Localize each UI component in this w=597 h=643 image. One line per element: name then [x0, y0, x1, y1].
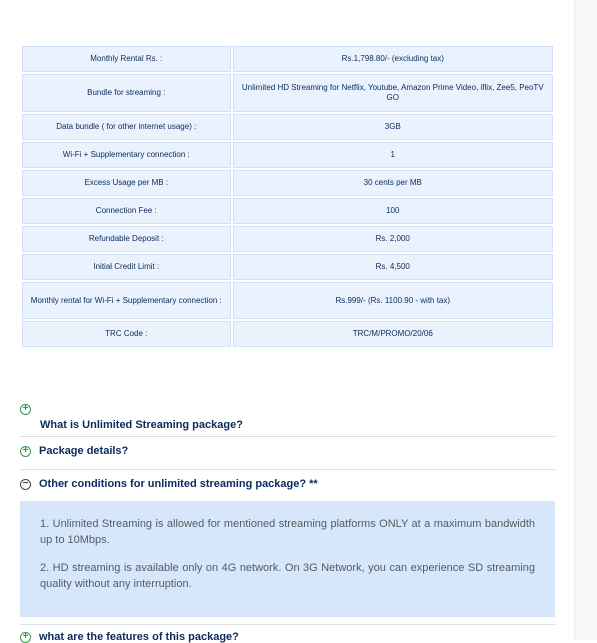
- page-right-edge: [574, 0, 597, 640]
- plus-circle-icon[interactable]: +: [20, 404, 31, 415]
- row-value: Rs.999/- (Rs. 1100.90 - with tax): [233, 282, 553, 319]
- row-label: Excess Usage per MB :: [22, 170, 231, 196]
- divider: [20, 624, 555, 625]
- row-label: Bundle for streaming :: [22, 74, 231, 112]
- accordion-title[interactable]: What is Unlimited Streaming package?: [40, 419, 243, 431]
- row-label: Connection Fee :: [22, 198, 231, 224]
- row-value: Unlimited HD Streaming for Netflix, Youtube, Amazon Prime Video, iflix, Zee5, PeoTV GO: [233, 74, 553, 112]
- accordion-header[interactable]: [20, 445, 555, 457]
- divider: [20, 469, 555, 470]
- row-value: TRC/M/PROMO/20/06: [233, 321, 553, 347]
- table-row: [22, 142, 553, 168]
- row-value: Rs. 4,500: [233, 254, 553, 280]
- accordion-item-package-details[interactable]: [20, 445, 555, 457]
- row-label: Monthly rental for Wi-Fi + Supplementary connection :: [22, 282, 231, 319]
- minus-circle-icon[interactable]: −: [20, 479, 31, 490]
- table-row: [22, 74, 553, 112]
- row-value: 1: [233, 142, 553, 168]
- accordion-title[interactable]: what are the features of this package?: [39, 631, 239, 643]
- row-label: Initial Credit Limit :: [22, 254, 231, 280]
- plus-circle-icon[interactable]: +: [20, 632, 31, 643]
- table-row: [22, 46, 553, 72]
- row-value: Rs.1,798.80/- (excluding tax): [233, 46, 553, 72]
- table-row: [22, 114, 553, 140]
- accordion-item-what-is-package[interactable]: [20, 398, 555, 431]
- row-value: Rs. 2,000: [233, 226, 553, 252]
- table-row: [22, 198, 553, 224]
- accordion-item-features[interactable]: [20, 631, 555, 643]
- row-value: 30 cents per MB: [233, 170, 553, 196]
- row-value: 3GB: [233, 114, 553, 140]
- table-row: [22, 282, 553, 319]
- table-row: [22, 321, 553, 347]
- accordion-title[interactable]: Package details?: [39, 445, 129, 457]
- accordion-panel-other-conditions: [20, 501, 555, 617]
- accordion-item-other-conditions[interactable]: [20, 478, 555, 490]
- row-label: Refundable Deposit :: [22, 226, 231, 252]
- accordion-header[interactable]: [20, 631, 555, 643]
- row-label: Data bundle ( for other internet usage) :: [22, 114, 231, 140]
- row-label: Wi-Fi + Supplementary connection :: [22, 142, 231, 168]
- condition-paragraph: 1. Unlimited Streaming is allowed for mentioned streaming platforms ONLY at a maximum bandwidth up to 10Mbps.: [40, 518, 535, 546]
- divider: [20, 436, 555, 437]
- plus-circle-icon[interactable]: +: [20, 446, 31, 457]
- row-label: TRC Code :: [22, 321, 231, 347]
- package-details-table: [20, 44, 555, 349]
- table-row: [22, 170, 553, 196]
- condition-paragraph: 2. HD streaming is available only on 4G network. On 3G Network, you can experience SD streaming quality without any interruption.: [40, 562, 535, 590]
- table-row: [22, 226, 553, 252]
- row-label: Monthly Rental Rs. :: [22, 46, 231, 72]
- accordion-header[interactable]: [20, 478, 555, 490]
- accordion-title[interactable]: Other conditions for unlimited streaming package? **: [39, 478, 318, 490]
- table-row: [22, 254, 553, 280]
- row-value: 100: [233, 198, 553, 224]
